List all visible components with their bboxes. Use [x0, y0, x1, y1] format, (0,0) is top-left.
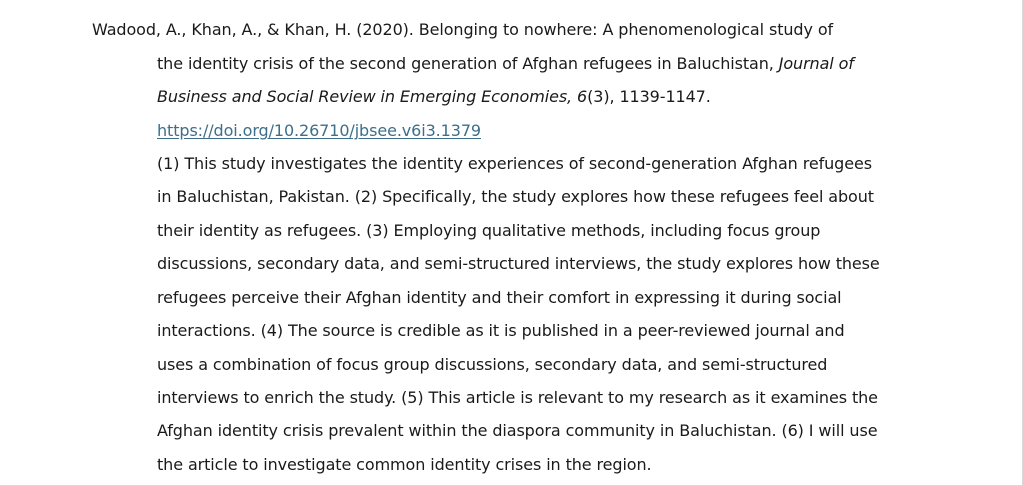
citation-line: [92, 20, 833, 40]
journal-name-volume: Business and Social Review in Emerging Economies, 6: [157, 87, 588, 106]
issue-pages: (3), 1139-1147.: [587, 87, 711, 106]
citation-line: [157, 121, 481, 141]
citation-line: [157, 54, 854, 74]
doi-link[interactable]: https://doi.org/10.26710/jbsee.v6i3.1379: [157, 121, 481, 140]
citation-line: [157, 87, 711, 107]
annotation-line: refugees perceive their Afghan identity and their comfort in expressing it during social: [157, 288, 842, 307]
annotation-line: discussions, secondary data, and semi-structured interviews, the study explores how these: [157, 254, 880, 273]
annotation-line: (1) This study investigates the identity experiences of second-generation Afghan refugees: [157, 154, 872, 173]
annotation-line: interviews to enrich the study. (5) This article is relevant to my research as it examines the: [157, 388, 878, 407]
annotation-line: in Baluchistan, Pakistan. (2) Specifically, the study explores how these refugees feel about: [157, 187, 874, 206]
annotation-line: Afghan identity crisis prevalent within the diaspora community in Baluchistan. (6) I will use: [157, 421, 878, 440]
annotation-line: the article to investigate common identity crises in the region.: [157, 455, 652, 474]
citation-title-continued: the identity crisis of the second generation of Afghan refugees in Baluchistan,: [157, 54, 779, 73]
annotation-line: their identity as refugees. (3) Employing qualitative methods, including focus group: [157, 221, 821, 240]
annotation-line: uses a combination of focus group discussions, secondary data, and semi-structured: [157, 355, 828, 374]
citation-authors-title: Wadood, A., Khan, A., & Khan, H. (2020). Belonging to nowhere: A phenomenological study of: [92, 20, 834, 39]
annotation-line: interactions. (4) The source is credible as it is published in a peer-reviewed journal and: [157, 321, 845, 340]
journal-name: Journal of: [778, 54, 854, 73]
